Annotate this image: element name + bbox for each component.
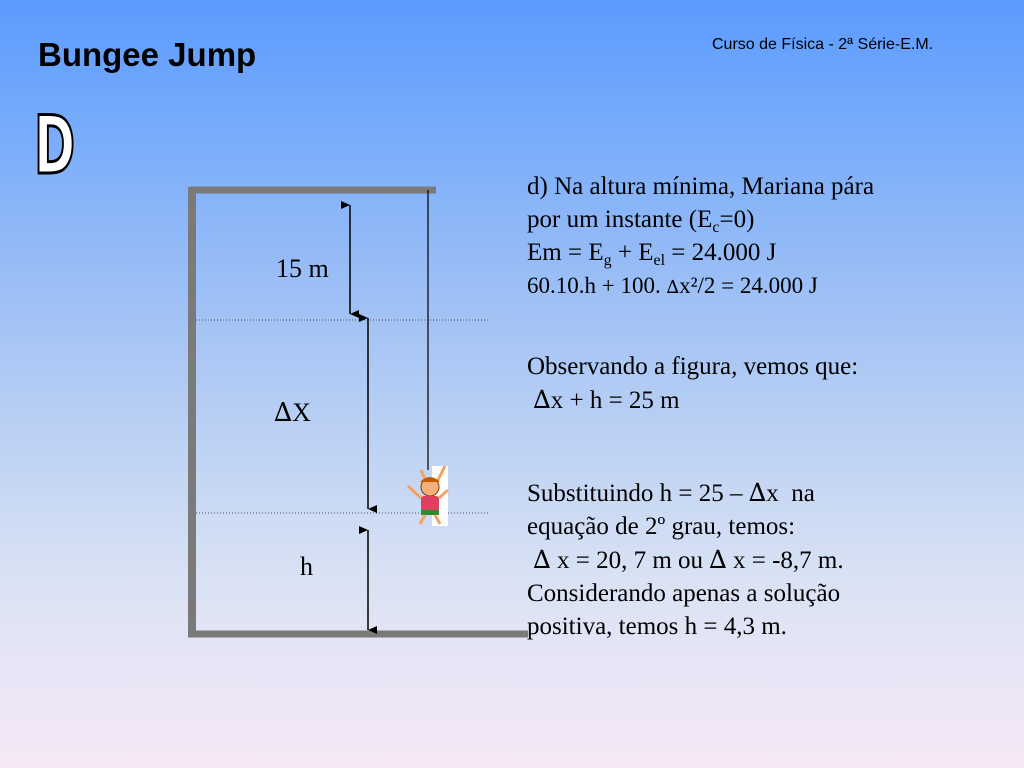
substitution-line-5: positiva, temos h = 4,3 m. xyxy=(527,613,787,640)
label-delta-x xyxy=(274,400,311,426)
section-letter: D xyxy=(34,99,76,192)
label-15m: 15 m xyxy=(276,254,329,283)
text-line-2 xyxy=(527,203,874,236)
observation-block xyxy=(527,350,858,417)
label-h: h xyxy=(300,552,313,581)
text-fragment: 60.10.h + 100. xyxy=(527,273,667,298)
text-fragment: por um instante (E xyxy=(527,206,713,233)
label-x: X xyxy=(292,398,311,427)
subscript: el xyxy=(653,252,666,269)
delta-symbol: ∆ xyxy=(709,545,727,574)
delta-symbol: ∆ xyxy=(274,398,293,428)
text-fragment: Substituindo h = 25 – xyxy=(527,480,749,507)
delta-symbol: ∆ xyxy=(533,385,551,414)
text-line-3 xyxy=(527,236,874,269)
observation-line-2 xyxy=(527,383,858,417)
substitution-block xyxy=(527,476,844,643)
subscript: g xyxy=(603,252,612,269)
text-fragment: x + h = 25 m xyxy=(550,387,680,414)
substitution-line-4: Considerando apenas a solução xyxy=(527,580,841,607)
substitution-line-3 xyxy=(527,543,844,577)
text-fragment: + E xyxy=(611,239,654,266)
explanation-part-d xyxy=(527,170,874,304)
observation-line-1: Observando a figura, vemos que: xyxy=(527,353,859,380)
text-fragment: = 24.000 J xyxy=(665,239,777,266)
substitution-line-2: equação de 2º grau, temos: xyxy=(527,513,796,540)
text-fragment: Em = E xyxy=(527,239,604,266)
delta-symbol: ∆ xyxy=(748,478,767,507)
text-line-4 xyxy=(527,269,874,304)
text-fragment: x = -8,7 m. xyxy=(726,547,844,574)
text-fragment: =0) xyxy=(719,206,755,233)
text-fragment: x = 20, 7 m ou xyxy=(550,547,710,574)
substitution-line-1 xyxy=(527,476,844,510)
jumper-figure xyxy=(408,466,448,526)
slide-title: Bungee Jump xyxy=(38,36,257,73)
subscript: c xyxy=(712,219,720,236)
delta-symbol: ∆ xyxy=(533,545,551,574)
delta-symbol: ∆ xyxy=(666,277,680,298)
text-line-1: d) Na altura mínima, Mariana pára xyxy=(527,173,875,200)
course-label: Curso de Física - 2ª Série-E.M. xyxy=(712,36,934,53)
text-fragment: x na xyxy=(766,480,815,507)
text-fragment: x²/2 = 24.000 J xyxy=(679,273,818,298)
